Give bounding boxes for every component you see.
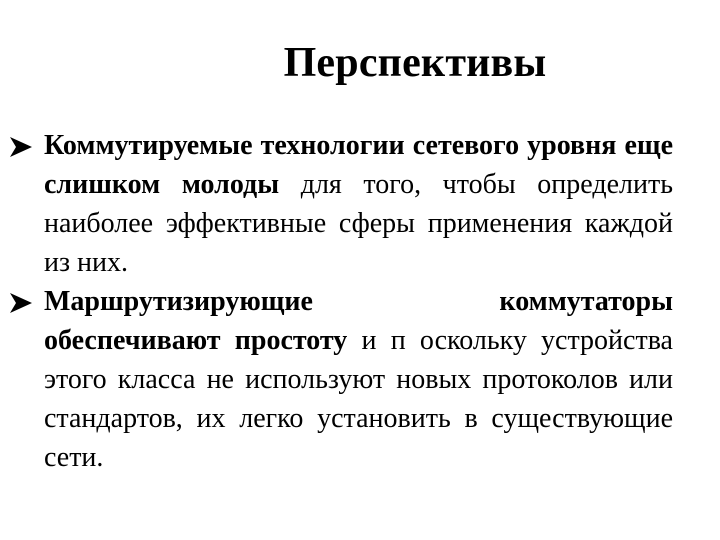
bullet-normal-text: и п оскольку устройства этого класса не используют новых протоколов или стандартов, их легко установить в существующие сети. [44,325,673,473]
bullet-bold-text: Маршрутизирующие коммутаторы обеспечивают простоту [44,286,673,356]
arrowhead-bullet-icon [8,135,34,159]
bullet-normal-text: для того, чтобы определить наиболее эффективные сферы применения каждой из них. [44,169,673,278]
bullet-item [8,282,673,477]
bullet-bold-text: Коммутируемые технологии сетевого уровня еще слишком молоды [44,130,673,200]
slide-title: Перспективы [283,40,547,86]
arrowhead-bullet-icon [8,291,34,315]
bullet-list [8,126,673,477]
bullet-item [8,126,673,282]
